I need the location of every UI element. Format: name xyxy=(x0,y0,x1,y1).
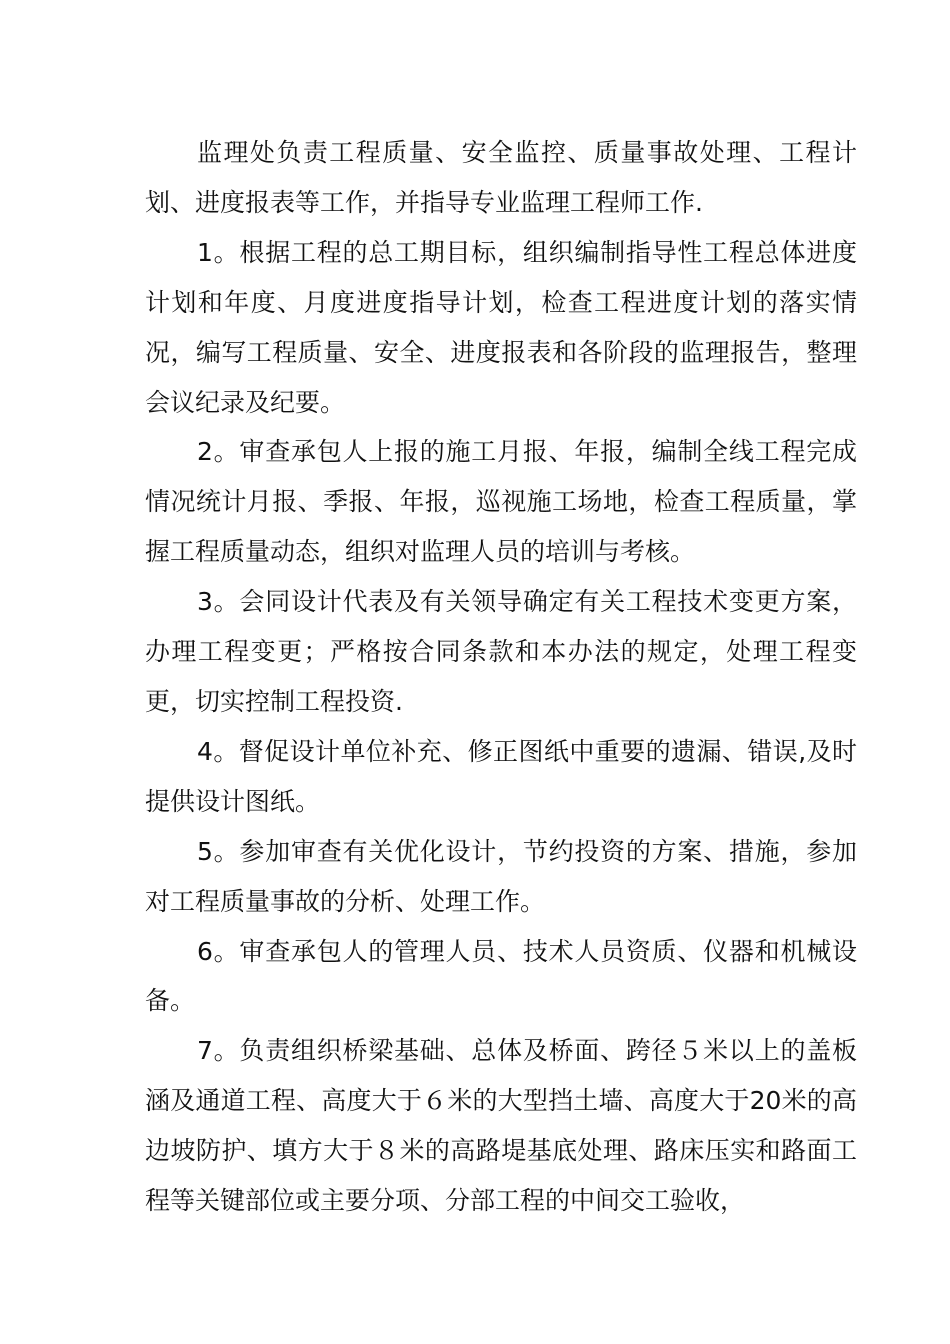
item-3-paragraph: 3。会同设计代表及有关领导确定有关工程技术变更方案，办理工程变更；严格按合同条款和本办法的规定，处理工程变更，切实控制工程投资. xyxy=(145,587,857,716)
item-7-paragraph: 7。负责组织桥梁基础、总体及桥面、跨径５米以上的盖板涵及通道工程、高度大于６米的大型挡土墙、高度大于20米的高边坡防护、填方大于８米的高路堤基底处理、路床压实和路面工程等关键部位或主要分项、分部工程的中间交工验收， xyxy=(145,1036,857,1216)
document-body xyxy=(145,128,857,1226)
item-5-paragraph: 5。参加审查有关优化设计，节约投资的方案、措施，参加对工程质量事故的分析、处理工作。 xyxy=(145,836,857,916)
item-1-paragraph: 1。根据工程的总工期目标，组织编制指导性工程总体进度计划和年度、月度进度指导计划，检查工程进度计划的落实情况，编写工程质量、安全、进度报表和各阶段的监理报告，整理会议纪录及纪要。 xyxy=(145,237,857,417)
intro-paragraph: 监理处负责工程质量、安全监控、质量事故处理、工程计划、进度报表等工作，并指导专业监理工程师工作. xyxy=(145,138,857,217)
item-6-paragraph: 6。审查承包人的管理人员、技术人员资质、仪器和机械设备。 xyxy=(145,936,857,1016)
item-2-paragraph: 2。审查承包人上报的施工月报、年报，编制全线工程完成情况统计月报、季报、年报，巡视施工场地，检查工程质量，掌握工程质量动态，组织对监理人员的培训与考核。 xyxy=(145,437,857,567)
item-4-paragraph: 4。督促设计单位补充、修正图纸中重要的遗漏、错误,及时提供设计图纸。 xyxy=(145,736,857,816)
